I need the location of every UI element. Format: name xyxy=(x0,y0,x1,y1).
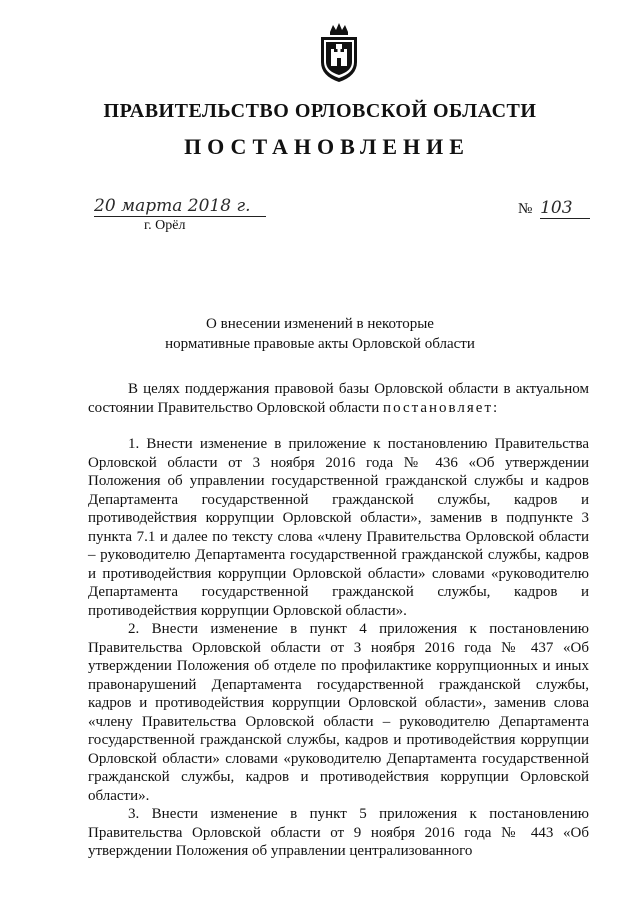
document-date: 20 марта 2018 г. xyxy=(94,196,266,217)
document-body xyxy=(88,380,589,861)
document-number xyxy=(518,198,590,219)
intro-text: В целях поддержания правовой базы Орловской области в актуальном состоянии Правительство Орловской области xyxy=(88,381,589,416)
number-label: № xyxy=(518,201,533,217)
document-type-heading: ПОСТАНОВЛЕНИЕ xyxy=(184,134,470,159)
paragraph-item-1: 1. Внести изменение в приложение к постановлению Правительства Орловской области от 3 ноября 2016 года № 436 «Об утверждении Положения об управлении государственной гражданской службы и кадров Департамента государственной гражданской службы, кадров и противодействия коррупции Орловской области», заменив в подпункте 3 пункта 7.1 и далее по тексту слова «члену Правительства Орловской области – руководителю Департамента государственной гражданской службы, кадров и противодействия коррупции Орловской области» словами «руководителю Департамента государственной гражданской службы, кадров и противодействия коррупции Орловской области». xyxy=(88,436,589,619)
decree-word: постановляет: xyxy=(383,399,500,416)
subject-line-2: нормативные правовые акты Орловской области xyxy=(165,336,475,352)
number-value: 103 xyxy=(540,198,590,219)
city-label: г. Орёл xyxy=(144,218,186,233)
government-title: ПРАВИТЕЛЬСТВО ОРЛОВСКОЙ ОБЛАСТИ xyxy=(103,100,537,122)
intro-paragraph xyxy=(88,380,589,417)
paragraph-item-2: 2. Внести изменение в пункт 4 приложения к постановлению Правительства Орловской области от 3 ноября 2016 года № 437 «Об утверждении Положения об отделе по профилактике коррупционных и иных правонарушений Департамента государственной гражданской службы, кадров и противодействия коррупции Орловской области», заменив слова «члену Правительства Орловской области – руководителю Департамента государственной гражданской службы, кадров и противодействия коррупции Орловской области» словами «руководителю Департамента государственной гражданской службы, кадров и противодействия коррупции Орловской области». xyxy=(88,621,589,804)
subject-line-1: О внесении изменений в некоторые xyxy=(206,316,434,332)
document-subject xyxy=(0,314,640,354)
paragraph-item-3: 3. Внести изменение в пункт 5 приложения к постановлению Правительства Орловской области от 9 ноября 2016 года № 443 «Об утверждении Положения об управлении централизованного xyxy=(88,806,589,859)
coat-of-arms-icon xyxy=(316,22,362,84)
